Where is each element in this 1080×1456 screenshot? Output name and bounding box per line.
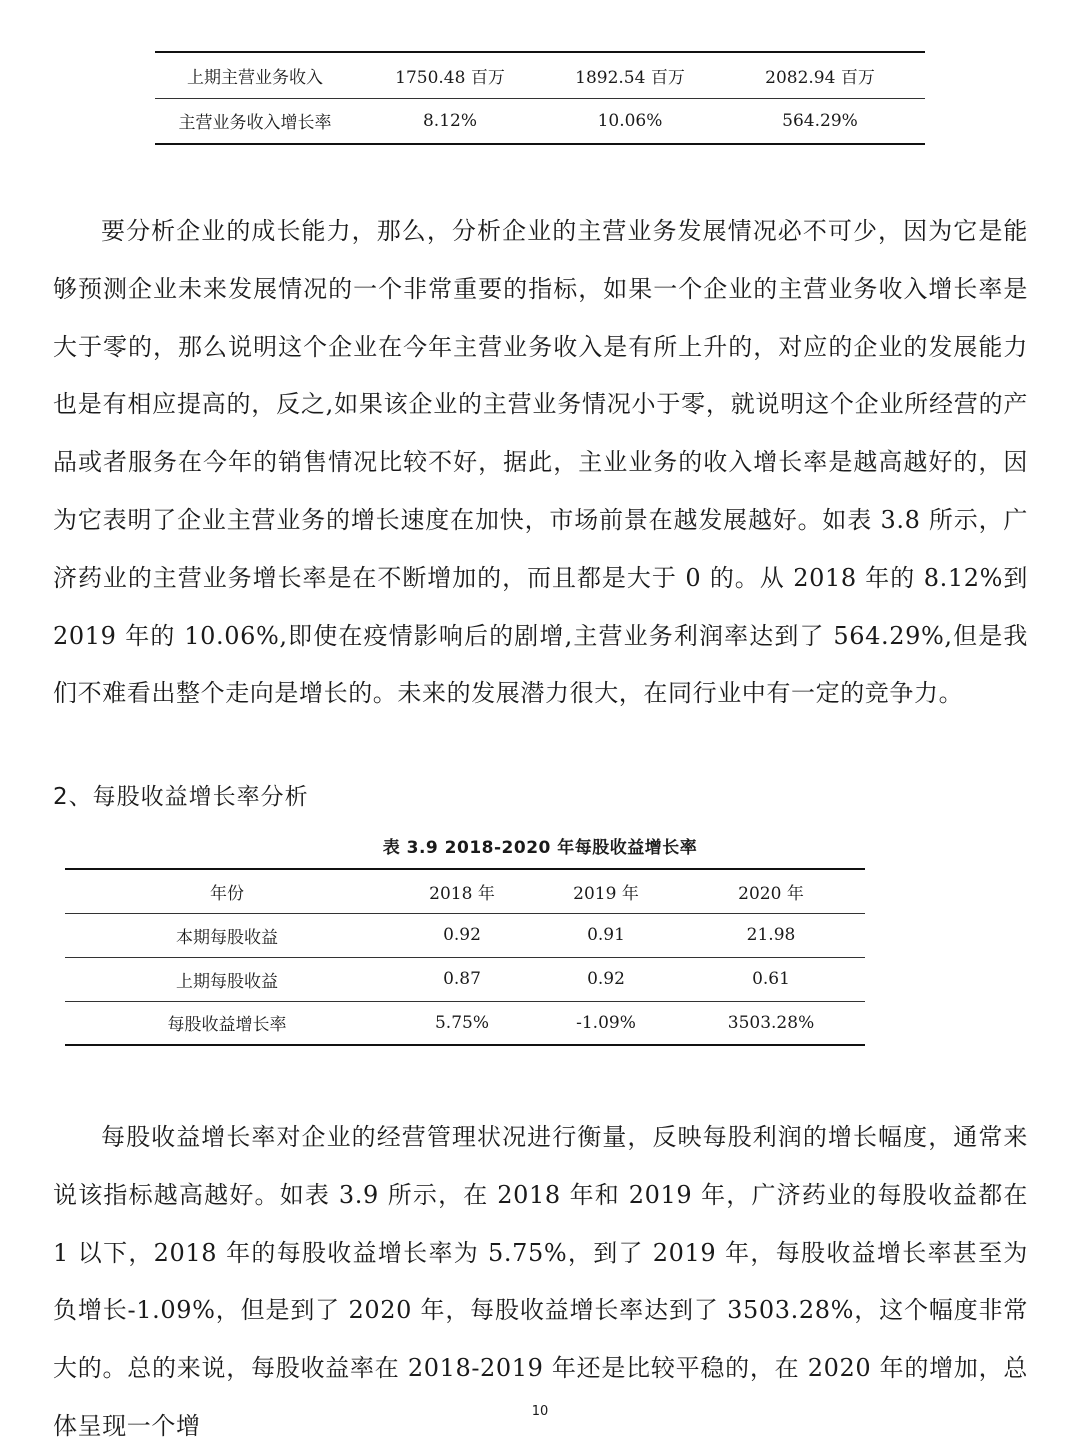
table-cell: 21.98 — [677, 913, 865, 957]
eps-growth-table — [65, 868, 865, 1046]
table-caption: 表 3.9 2018-2020 年每股收益增长率 — [382, 838, 698, 858]
body-paragraph-eps-growth: 每股收益增长率对企业的经营管理状况进行衡量，反映每股利润的增长幅度，通常来说该指标越高越好。如表 3.9 所示，在 2018 年和 2019 年，广济药业的每股收益都在 1 以下，2018 年的每股收益增长率为 5.75%，到了 2019 年，每股收益增长率甚至为负增长-1.09%，但是到了 2020 年，每股收益增长率达到了 3503.28%，这个幅度非常大的。总的来说，每股收益率在 2018-2019 年还是比较平稳的，在 2020 年的增加，总体呈现一个增 — [53, 1123, 1028, 1440]
table-cell: 0.92 — [389, 913, 535, 957]
table-header-cell: 2018 年 — [429, 883, 495, 904]
table-cell: -1.09% — [535, 1001, 677, 1045]
page-number: 10 — [531, 1404, 549, 1419]
table-cell: 2082.94 百万 — [765, 67, 875, 88]
table-cell: 上期主营业务收入 — [187, 67, 323, 88]
table-cell: 0.92 — [535, 957, 677, 1001]
revenue-growth-table — [155, 51, 925, 145]
table-cell: 0.91 — [535, 913, 677, 957]
table-cell: 10.06% — [545, 98, 715, 144]
table-cell: 8.12% — [355, 98, 545, 144]
section-heading: 2、每股收益增长率分析 — [53, 784, 309, 810]
table-cell: 3503.28% — [677, 1001, 865, 1045]
table-header-cell: 2019 年 — [573, 883, 639, 904]
table-cell: 上期每股收益 — [65, 957, 389, 1001]
table-cell: 564.29% — [715, 98, 925, 144]
table-cell: 主营业务收入增长率 — [155, 98, 355, 144]
table-header-cell: 2020 年 — [738, 883, 804, 904]
table-cell: 0.87 — [389, 957, 535, 1001]
table-row — [155, 98, 925, 144]
table-header-cell: 年份 — [210, 883, 244, 904]
table-cell: 5.75% — [389, 1001, 535, 1045]
table-cell: 1892.54 百万 — [575, 67, 685, 88]
table-cell: 每股收益增长率 — [65, 1001, 389, 1045]
table-cell: 1750.48 百万 — [395, 67, 505, 88]
table-header-row — [65, 869, 865, 913]
table-row — [65, 1001, 865, 1045]
body-paragraph-revenue-growth: 要分析企业的成长能力，那么，分析企业的主营业务发展情况必不可少，因为它是能够预测企业未来发展情况的一个非常重要的指标，如果一个企业的主营业务收入增长率是大于零的，那么说明这个企业在今年主营业务收入是有所上升的，对应的企业的发展能力也是有相应提高的，反之,如果该企业的主营业务情况小于零，就说明这个企业所经营的产品或者服务在今年的销售情况比较不好，据此，主业业务的收入增长率是越高越好的，因为它表明了企业主营业务的增长速度在加快，市场前景在越发展越好。如表 3.8 所示，广济药业的主营业务增长率是在不断增加的，而且都是大于 0 的。从 2018 年的 8.12%到 2019 年的 10.06%,即使在疫情影响后的剧增,主营业务利润率达到了 564.29%,但是我们不难看出整个走向是增长的。未来的发展潜力很大，在同行业中有一定的竞争力。 — [53, 217, 1028, 708]
table-cell: 0.61 — [677, 957, 865, 1001]
table-cell: 本期每股收益 — [65, 913, 389, 957]
table-row — [65, 913, 865, 957]
table-row — [155, 52, 925, 98]
table-row — [65, 957, 865, 1001]
